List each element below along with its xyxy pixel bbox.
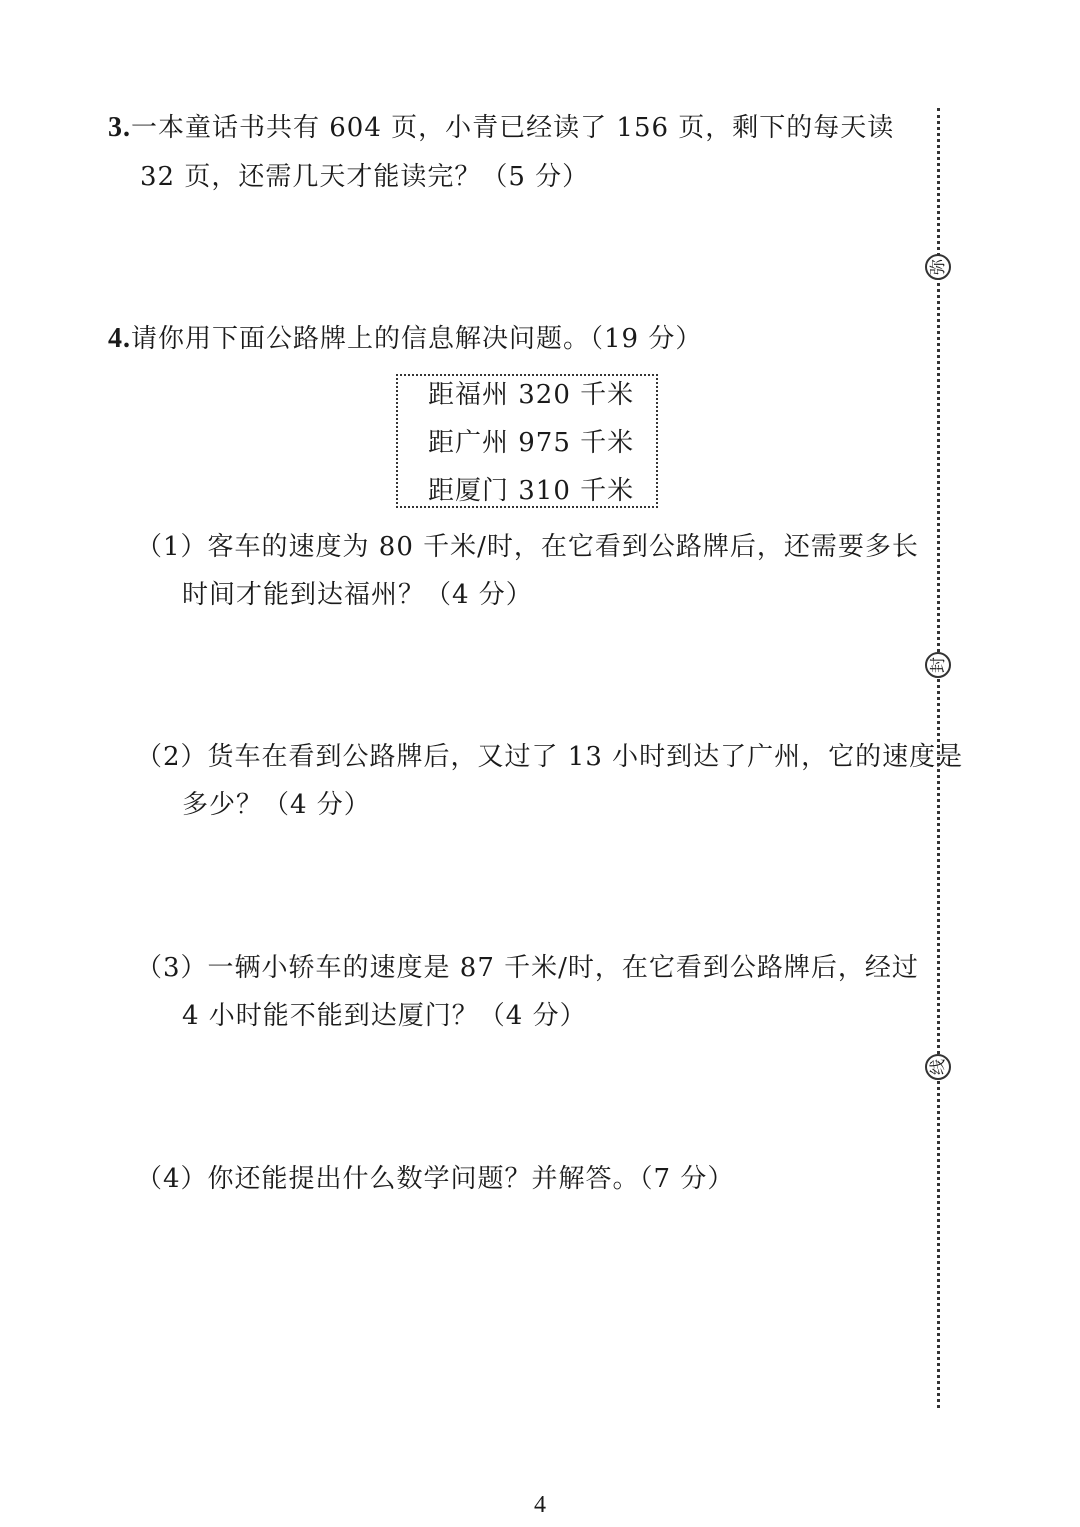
q3-text-1: 一本童话书共有 604 页，小青已经读了 156 页，剩下的每天读 bbox=[131, 113, 895, 143]
q3-line-1 bbox=[108, 111, 894, 145]
page-number: 4 bbox=[534, 1492, 546, 1518]
q3-line-2: 32 页，还需几天才能读完？（5 分） bbox=[140, 162, 590, 192]
seal-mark-mi: 弥 bbox=[925, 254, 951, 280]
seal-mark-feng: 封 bbox=[925, 652, 951, 678]
seal-mark-xian: 线 bbox=[925, 1054, 951, 1080]
binding-dotted-line bbox=[937, 108, 940, 1408]
q4-sub3-line-2: 4 小时能不能到达厦门？（4 分） bbox=[182, 1001, 587, 1031]
q4-sub1-line-2: 时间才能到达福州？（4 分） bbox=[182, 580, 533, 610]
q4-sub2-line-2: 多少？（4 分） bbox=[182, 790, 371, 820]
sign-row-xiamen: 距厦门 310 千米 bbox=[428, 476, 635, 506]
q4-stem-text: 请你用下面公路牌上的信息解决问题。（19 分） bbox=[131, 324, 703, 354]
q4-number: 4. bbox=[108, 323, 131, 354]
q4-sub2-line-1: （2）货车在看到公路牌后，又过了 13 小时到达了广州，它的速度是 bbox=[136, 742, 964, 772]
q4-sub1-line-1: （1）客车的速度为 80 千米/时，在它看到公路牌后，还需要多长 bbox=[136, 532, 919, 562]
sign-row-fuzhou: 距福州 320 千米 bbox=[428, 380, 635, 410]
q4-sub3-line-1: （3）一辆小轿车的速度是 87 千米/时，在它看到公路牌后，经过 bbox=[136, 953, 919, 983]
q4-sub4-line-1: （4）你还能提出什么数学问题？并解答。（7 分） bbox=[136, 1164, 735, 1194]
q4-stem bbox=[108, 322, 702, 356]
sign-row-guangzhou: 距广州 975 千米 bbox=[428, 428, 635, 458]
road-sign bbox=[396, 374, 658, 508]
q3-number: 3. bbox=[108, 112, 131, 143]
